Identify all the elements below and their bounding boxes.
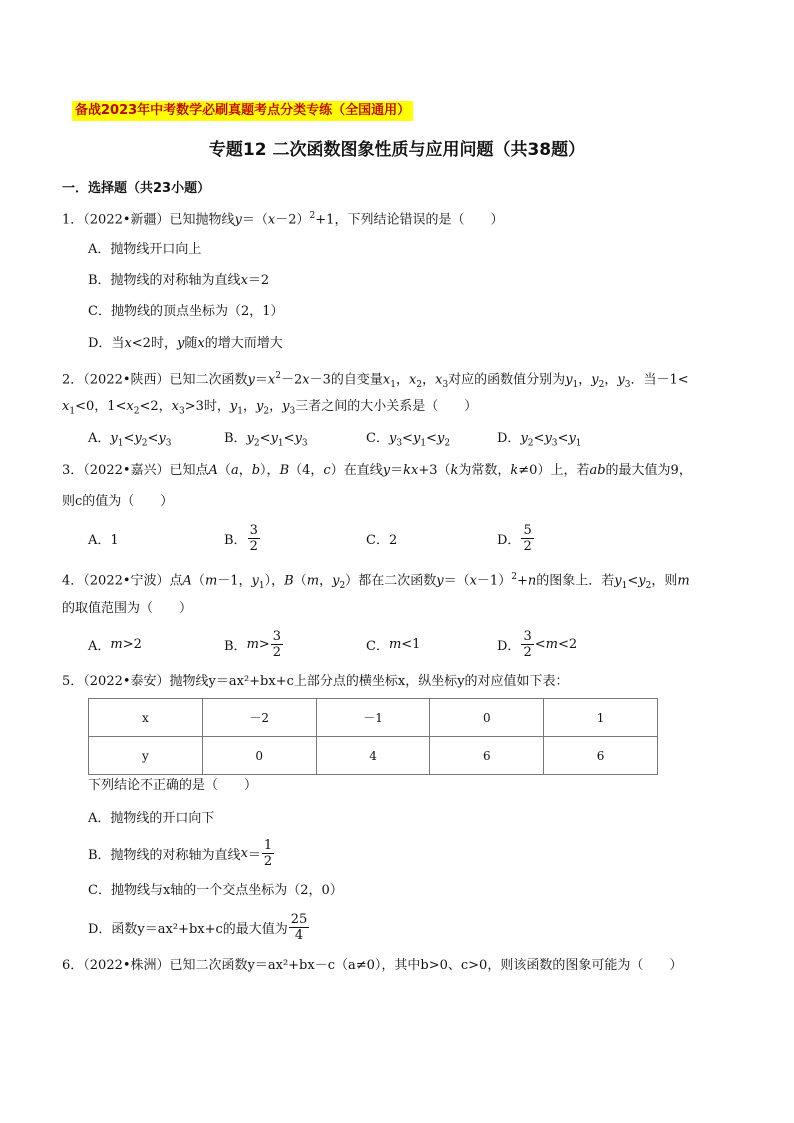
question-4-option-b: B． m > $\frac{3}{2}$: [224, 628, 282, 660]
table-cell: 0: [202, 737, 316, 775]
question-5-option-a: A．抛物线的开口向下: [88, 811, 215, 826]
question-2-stem-line1: 2．（2022•陕西）已知二次函数$y=x^2-2x-3$的自变量$x_1$，$x_2$，$x_3$对应的函数值分别为$y_1$，$y_2$，$y_3$．当－1<: [62, 371, 689, 390]
table-cell: y: [89, 737, 203, 775]
table-row: [89, 737, 658, 775]
question-3-option-b: B． $\frac{3}{2}$: [224, 522, 258, 554]
question-5-option-b: B．抛物线的对称轴为直线 x ＝ $\frac{1}{2}$: [88, 837, 273, 869]
table-cell: 6: [430, 737, 544, 775]
fraction: $\frac{5}{2}$: [523, 522, 532, 554]
section-heading: 一．选择题（共23小题）: [62, 181, 211, 196]
question-5-option-c: C．抛物线与x轴的一个交点坐标为（2，0）: [88, 883, 343, 898]
question-5-option-d: D．函数y＝ax²+bx+c的最大值为 $\frac{25}{4}$: [88, 911, 308, 943]
table-cell: 0: [430, 699, 544, 737]
table-cell: 4: [316, 737, 430, 775]
question-3-option-d: D． $\frac{5}{2}$: [497, 522, 532, 554]
table-row: [89, 699, 658, 737]
fraction: $\frac{25}{4}$: [290, 911, 308, 943]
fraction: $\frac{1}{2}$: [263, 837, 273, 869]
table-cell: 1: [544, 699, 658, 737]
fraction: $\frac{3}{2}$: [249, 522, 258, 554]
question-4-option-a: A． m >2: [88, 636, 142, 654]
question-2-option-c: C．$y_3<y_1<y_2$: [366, 431, 451, 449]
question-3-stem-line1: 3．（2022•嘉兴）已知点A（a，b），B（4，c）在直线y＝kx+3（k为常数，k≠0）上，若ab的最大值为9，: [62, 463, 692, 478]
table-cell: 6: [544, 737, 658, 775]
question-5-prompt: 下列结论不正确的是（ ）: [88, 778, 258, 793]
question-3-option-c: C．2: [366, 532, 398, 548]
question-5-option-b-row: [88, 835, 728, 871]
question-1-option-b: B．抛物线的对称轴为直线x＝2: [88, 273, 270, 288]
fraction: $\frac{3}{2}$: [523, 628, 532, 660]
question-2-option-d: D．$y_2<y_3<y_1$: [497, 431, 582, 449]
question-5-stem: 5．（2022•泰安）抛物线y＝ax²+bx+c上部分点的横坐标x，纵坐标y的对应值如下表：: [62, 674, 569, 689]
question-3-options: [88, 520, 728, 556]
question-4-option-c: C． m <1: [366, 636, 421, 654]
question-4-options: [88, 626, 728, 662]
question-2-stem-line2: $x_1<0$，$1<x_2<2$，$x_3>3$时，$y_1$，$y_2$，$y_3$三者之间的大小关系是（ ）: [62, 399, 478, 417]
question-2-option-a: A．$y_1<y_2<y_3$: [88, 431, 172, 449]
question-4-option-d: D． $\frac{3}{2}$ < m <2: [497, 628, 578, 660]
table-cell: －1: [316, 699, 430, 737]
value-table: [88, 698, 658, 775]
fraction: $\frac{3}{2}$: [272, 628, 282, 660]
question-2-option-b: B．$y_2<y_1<y_3$: [224, 431, 308, 449]
question-1-option-a: A．抛物线开口向上: [88, 242, 202, 257]
question-4-stem-line2: 的取值范围为（ ）: [62, 601, 193, 616]
question-1-option-d: D．当x<2时，y随x的增大而增大: [88, 336, 283, 351]
question-3-option-a: A．1: [88, 532, 119, 548]
question-1-stem: 1．（2022•新疆）已知抛物线$y=(x-2)^2+1$，下列结论错误的是（ ）: [62, 211, 504, 228]
series-banner: 备战2023年中考数学必刷真题考点分类专练（全国通用）: [72, 101, 413, 121]
table-cell: x: [89, 699, 203, 737]
question-6-stem: 6．（2022•株洲）已知二次函数y＝ax²+bx－c（a≠0），其中b>0、c>0，则该函数的图象可能为（ ）: [62, 958, 683, 973]
table-cell: －2: [202, 699, 316, 737]
question-5-option-d-row: [88, 909, 728, 945]
page-title: 专题12 二次函数图象性质与应用问题（共38题）: [208, 140, 586, 160]
question-1-option-c: C．抛物线的顶点坐标为（2，1）: [88, 304, 284, 319]
question-4-stem-line1: 4．（2022•宁波）点A（m－1，$y_1$），B（m，$y_2$）都在二次函数$y=(x-1)^2+n$的图象上．若$y_1<y_2$，则m: [62, 572, 690, 591]
question-3-stem-line2: 则c的值为（ ）: [62, 494, 174, 509]
